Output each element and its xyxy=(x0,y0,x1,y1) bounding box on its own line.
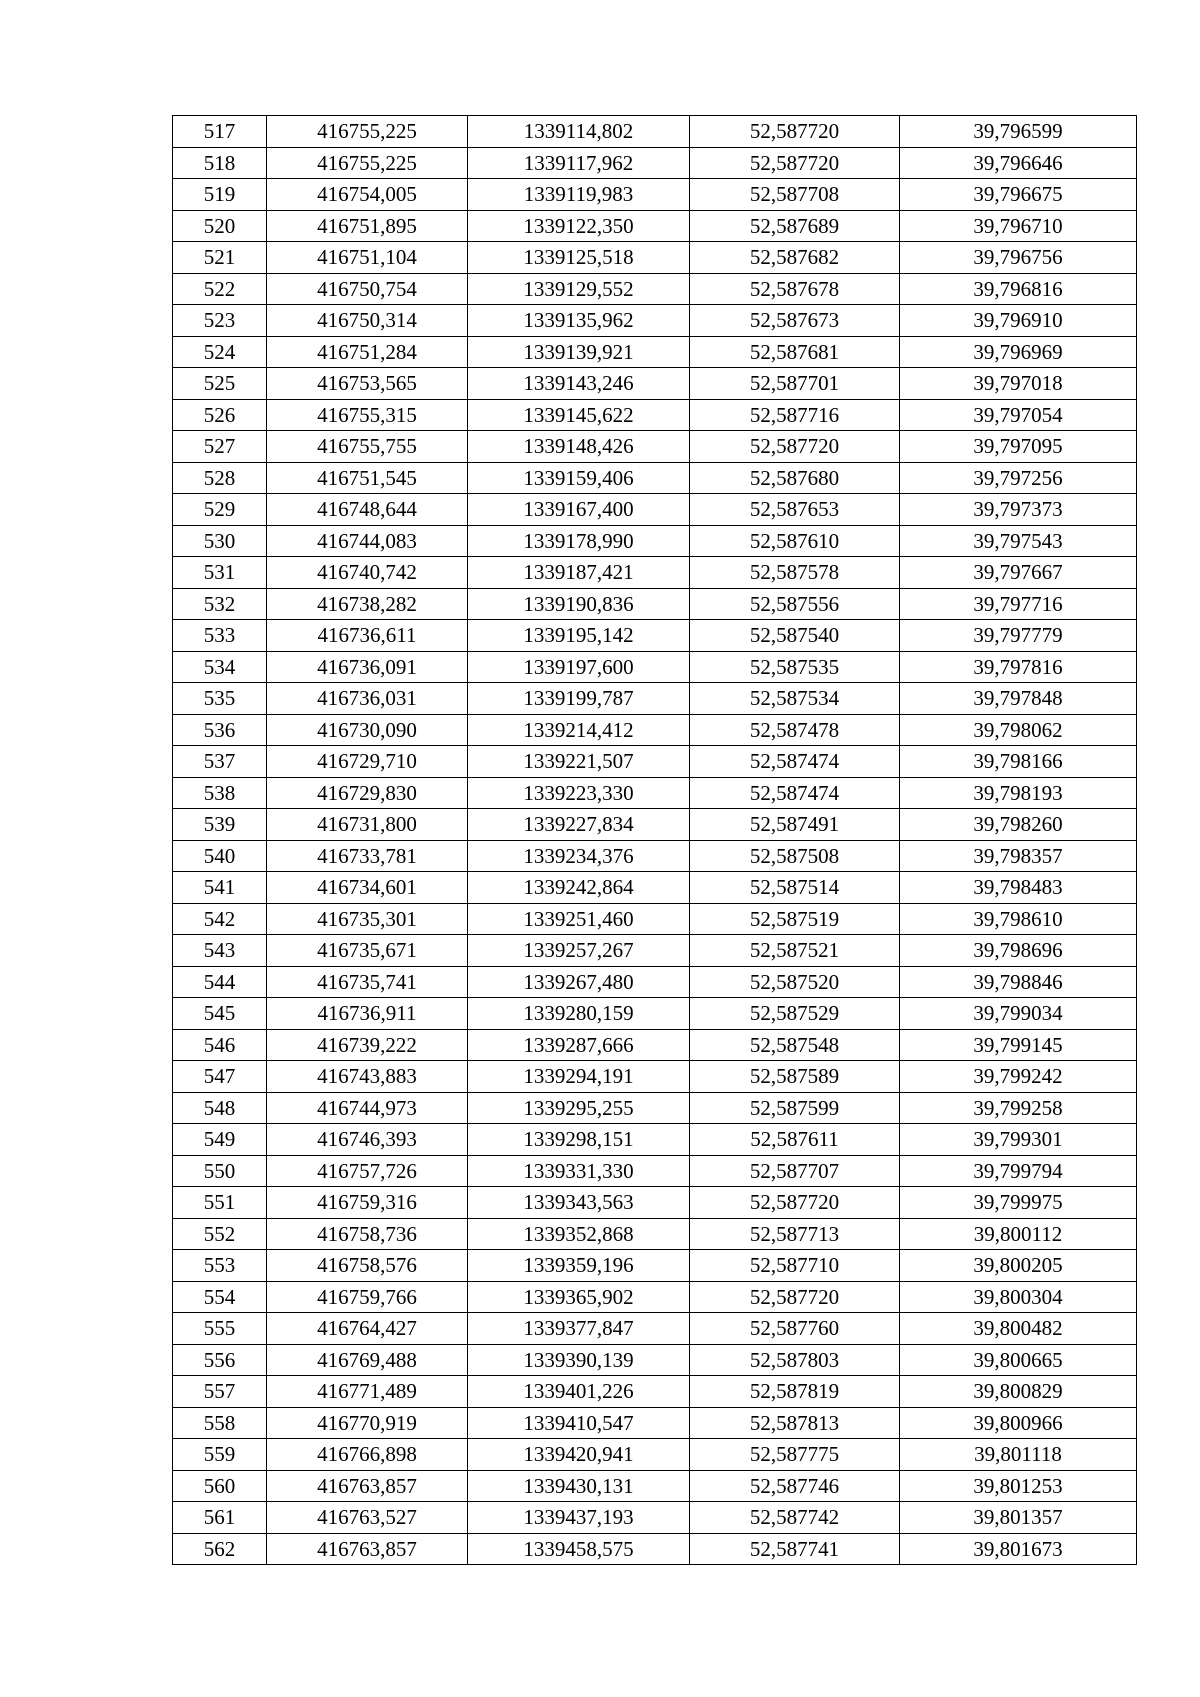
latitude-cell: 52,587720 xyxy=(690,1281,900,1313)
longitude-cell: 39,799301 xyxy=(900,1124,1137,1156)
longitude-cell: 39,800482 xyxy=(900,1313,1137,1345)
longitude-cell: 39,799794 xyxy=(900,1155,1137,1187)
longitude-cell: 39,801253 xyxy=(900,1470,1137,1502)
point-number-cell: 540 xyxy=(173,840,267,872)
latitude-cell: 52,587491 xyxy=(690,809,900,841)
latitude-cell: 52,587680 xyxy=(690,462,900,494)
point-number-cell: 522 xyxy=(173,273,267,305)
longitude-cell: 39,797018 xyxy=(900,368,1137,400)
point-number-cell: 553 xyxy=(173,1250,267,1282)
table-row xyxy=(173,116,1137,148)
x-coordinate-cell: 416754,005 xyxy=(267,179,468,211)
point-number-cell: 556 xyxy=(173,1344,267,1376)
latitude-cell: 52,587775 xyxy=(690,1439,900,1471)
table-row xyxy=(173,1407,1137,1439)
latitude-cell: 52,587720 xyxy=(690,147,900,179)
y-coordinate-cell: 1339280,159 xyxy=(468,998,690,1030)
point-number-cell: 544 xyxy=(173,966,267,998)
longitude-cell: 39,797816 xyxy=(900,651,1137,683)
point-number-cell: 539 xyxy=(173,809,267,841)
table-row xyxy=(173,179,1137,211)
x-coordinate-cell: 416766,898 xyxy=(267,1439,468,1471)
latitude-cell: 52,587720 xyxy=(690,431,900,463)
longitude-cell: 39,797373 xyxy=(900,494,1137,526)
y-coordinate-cell: 1339143,246 xyxy=(468,368,690,400)
longitude-cell: 39,800112 xyxy=(900,1218,1137,1250)
longitude-cell: 39,797256 xyxy=(900,462,1137,494)
table-row xyxy=(173,242,1137,274)
latitude-cell: 52,587701 xyxy=(690,368,900,400)
table-row xyxy=(173,903,1137,935)
x-coordinate-cell: 416740,742 xyxy=(267,557,468,589)
y-coordinate-cell: 1339114,802 xyxy=(468,116,690,148)
x-coordinate-cell: 416755,225 xyxy=(267,147,468,179)
point-number-cell: 534 xyxy=(173,651,267,683)
table-row xyxy=(173,1439,1137,1471)
point-number-cell: 520 xyxy=(173,210,267,242)
longitude-cell: 39,800304 xyxy=(900,1281,1137,1313)
table-row xyxy=(173,714,1137,746)
coordinates-table-body xyxy=(173,116,1137,1565)
point-number-cell: 536 xyxy=(173,714,267,746)
x-coordinate-cell: 416771,489 xyxy=(267,1376,468,1408)
x-coordinate-cell: 416770,919 xyxy=(267,1407,468,1439)
x-coordinate-cell: 416739,222 xyxy=(267,1029,468,1061)
longitude-cell: 39,796599 xyxy=(900,116,1137,148)
x-coordinate-cell: 416743,883 xyxy=(267,1061,468,1093)
table-row xyxy=(173,840,1137,872)
x-coordinate-cell: 416751,104 xyxy=(267,242,468,274)
longitude-cell: 39,799145 xyxy=(900,1029,1137,1061)
longitude-cell: 39,796675 xyxy=(900,179,1137,211)
latitude-cell: 52,587716 xyxy=(690,399,900,431)
table-row xyxy=(173,494,1137,526)
x-coordinate-cell: 416735,301 xyxy=(267,903,468,935)
table-row xyxy=(173,683,1137,715)
point-number-cell: 538 xyxy=(173,777,267,809)
x-coordinate-cell: 416751,545 xyxy=(267,462,468,494)
y-coordinate-cell: 1339135,962 xyxy=(468,305,690,337)
longitude-cell: 39,798696 xyxy=(900,935,1137,967)
latitude-cell: 52,587556 xyxy=(690,588,900,620)
table-row xyxy=(173,1313,1137,1345)
x-coordinate-cell: 416755,315 xyxy=(267,399,468,431)
y-coordinate-cell: 1339401,226 xyxy=(468,1376,690,1408)
table-row xyxy=(173,525,1137,557)
x-coordinate-cell: 416769,488 xyxy=(267,1344,468,1376)
table-row xyxy=(173,1470,1137,1502)
y-coordinate-cell: 1339190,836 xyxy=(468,588,690,620)
y-coordinate-cell: 1339234,376 xyxy=(468,840,690,872)
x-coordinate-cell: 416758,736 xyxy=(267,1218,468,1250)
latitude-cell: 52,587682 xyxy=(690,242,900,274)
point-number-cell: 519 xyxy=(173,179,267,211)
y-coordinate-cell: 1339145,622 xyxy=(468,399,690,431)
latitude-cell: 52,587534 xyxy=(690,683,900,715)
point-number-cell: 549 xyxy=(173,1124,267,1156)
point-number-cell: 533 xyxy=(173,620,267,652)
y-coordinate-cell: 1339125,518 xyxy=(468,242,690,274)
latitude-cell: 52,587708 xyxy=(690,179,900,211)
x-coordinate-cell: 416738,282 xyxy=(267,588,468,620)
table-row xyxy=(173,1376,1137,1408)
x-coordinate-cell: 416731,800 xyxy=(267,809,468,841)
table-row xyxy=(173,935,1137,967)
point-number-cell: 561 xyxy=(173,1502,267,1534)
latitude-cell: 52,587707 xyxy=(690,1155,900,1187)
x-coordinate-cell: 416734,601 xyxy=(267,872,468,904)
table-row xyxy=(173,1281,1137,1313)
point-number-cell: 548 xyxy=(173,1092,267,1124)
x-coordinate-cell: 416733,781 xyxy=(267,840,468,872)
y-coordinate-cell: 1339117,962 xyxy=(468,147,690,179)
x-coordinate-cell: 416755,225 xyxy=(267,116,468,148)
latitude-cell: 52,587653 xyxy=(690,494,900,526)
longitude-cell: 39,798166 xyxy=(900,746,1137,778)
y-coordinate-cell: 1339187,421 xyxy=(468,557,690,589)
y-coordinate-cell: 1339352,868 xyxy=(468,1218,690,1250)
table-row xyxy=(173,1250,1137,1282)
table-row xyxy=(173,588,1137,620)
latitude-cell: 52,587742 xyxy=(690,1502,900,1534)
longitude-cell: 39,801673 xyxy=(900,1533,1137,1565)
y-coordinate-cell: 1339227,834 xyxy=(468,809,690,841)
latitude-cell: 52,587741 xyxy=(690,1533,900,1565)
latitude-cell: 52,587813 xyxy=(690,1407,900,1439)
longitude-cell: 39,799975 xyxy=(900,1187,1137,1219)
table-row xyxy=(173,1029,1137,1061)
table-row xyxy=(173,336,1137,368)
x-coordinate-cell: 416759,766 xyxy=(267,1281,468,1313)
x-coordinate-cell: 416763,857 xyxy=(267,1470,468,1502)
point-number-cell: 554 xyxy=(173,1281,267,1313)
y-coordinate-cell: 1339295,255 xyxy=(468,1092,690,1124)
longitude-cell: 39,797543 xyxy=(900,525,1137,557)
y-coordinate-cell: 1339214,412 xyxy=(468,714,690,746)
table-row xyxy=(173,147,1137,179)
x-coordinate-cell: 416744,083 xyxy=(267,525,468,557)
point-number-cell: 525 xyxy=(173,368,267,400)
table-row xyxy=(173,399,1137,431)
point-number-cell: 559 xyxy=(173,1439,267,1471)
longitude-cell: 39,799258 xyxy=(900,1092,1137,1124)
point-number-cell: 532 xyxy=(173,588,267,620)
y-coordinate-cell: 1339287,666 xyxy=(468,1029,690,1061)
table-row xyxy=(173,1155,1137,1187)
longitude-cell: 39,797667 xyxy=(900,557,1137,589)
longitude-cell: 39,798062 xyxy=(900,714,1137,746)
latitude-cell: 52,587673 xyxy=(690,305,900,337)
longitude-cell: 39,801357 xyxy=(900,1502,1137,1534)
point-number-cell: 528 xyxy=(173,462,267,494)
point-number-cell: 530 xyxy=(173,525,267,557)
table-row xyxy=(173,557,1137,589)
y-coordinate-cell: 1339159,406 xyxy=(468,462,690,494)
latitude-cell: 52,587535 xyxy=(690,651,900,683)
point-number-cell: 531 xyxy=(173,557,267,589)
x-coordinate-cell: 416757,726 xyxy=(267,1155,468,1187)
longitude-cell: 39,799242 xyxy=(900,1061,1137,1093)
longitude-cell: 39,797779 xyxy=(900,620,1137,652)
x-coordinate-cell: 416753,565 xyxy=(267,368,468,400)
y-coordinate-cell: 1339359,196 xyxy=(468,1250,690,1282)
point-number-cell: 562 xyxy=(173,1533,267,1565)
y-coordinate-cell: 1339139,921 xyxy=(468,336,690,368)
y-coordinate-cell: 1339148,426 xyxy=(468,431,690,463)
point-number-cell: 523 xyxy=(173,305,267,337)
table-row xyxy=(173,966,1137,998)
y-coordinate-cell: 1339298,151 xyxy=(468,1124,690,1156)
table-row xyxy=(173,777,1137,809)
point-number-cell: 524 xyxy=(173,336,267,368)
y-coordinate-cell: 1339343,563 xyxy=(468,1187,690,1219)
table-row xyxy=(173,620,1137,652)
x-coordinate-cell: 416736,091 xyxy=(267,651,468,683)
point-number-cell: 551 xyxy=(173,1187,267,1219)
point-number-cell: 558 xyxy=(173,1407,267,1439)
latitude-cell: 52,587520 xyxy=(690,966,900,998)
y-coordinate-cell: 1339331,330 xyxy=(468,1155,690,1187)
latitude-cell: 52,587529 xyxy=(690,998,900,1030)
latitude-cell: 52,587611 xyxy=(690,1124,900,1156)
longitude-cell: 39,796710 xyxy=(900,210,1137,242)
longitude-cell: 39,797716 xyxy=(900,588,1137,620)
x-coordinate-cell: 416729,710 xyxy=(267,746,468,778)
table-row xyxy=(173,809,1137,841)
coordinates-table xyxy=(172,115,1137,1565)
latitude-cell: 52,587474 xyxy=(690,746,900,778)
point-number-cell: 552 xyxy=(173,1218,267,1250)
latitude-cell: 52,587514 xyxy=(690,872,900,904)
latitude-cell: 52,587678 xyxy=(690,273,900,305)
latitude-cell: 52,587521 xyxy=(690,935,900,967)
point-number-cell: 537 xyxy=(173,746,267,778)
y-coordinate-cell: 1339377,847 xyxy=(468,1313,690,1345)
longitude-cell: 39,798610 xyxy=(900,903,1137,935)
point-number-cell: 542 xyxy=(173,903,267,935)
longitude-cell: 39,801118 xyxy=(900,1439,1137,1471)
y-coordinate-cell: 1339195,142 xyxy=(468,620,690,652)
x-coordinate-cell: 416750,314 xyxy=(267,305,468,337)
latitude-cell: 52,587508 xyxy=(690,840,900,872)
table-row xyxy=(173,1502,1137,1534)
latitude-cell: 52,587589 xyxy=(690,1061,900,1093)
y-coordinate-cell: 1339458,575 xyxy=(468,1533,690,1565)
x-coordinate-cell: 416764,427 xyxy=(267,1313,468,1345)
longitude-cell: 39,796646 xyxy=(900,147,1137,179)
table-row xyxy=(173,431,1137,463)
x-coordinate-cell: 416736,031 xyxy=(267,683,468,715)
longitude-cell: 39,800966 xyxy=(900,1407,1137,1439)
point-number-cell: 547 xyxy=(173,1061,267,1093)
y-coordinate-cell: 1339267,480 xyxy=(468,966,690,998)
latitude-cell: 52,587720 xyxy=(690,116,900,148)
point-number-cell: 535 xyxy=(173,683,267,715)
y-coordinate-cell: 1339242,864 xyxy=(468,872,690,904)
y-coordinate-cell: 1339251,460 xyxy=(468,903,690,935)
table-row xyxy=(173,1218,1137,1250)
latitude-cell: 52,587540 xyxy=(690,620,900,652)
x-coordinate-cell: 416735,741 xyxy=(267,966,468,998)
point-number-cell: 526 xyxy=(173,399,267,431)
table-row xyxy=(173,1344,1137,1376)
latitude-cell: 52,587803 xyxy=(690,1344,900,1376)
y-coordinate-cell: 1339221,507 xyxy=(468,746,690,778)
latitude-cell: 52,587548 xyxy=(690,1029,900,1061)
point-number-cell: 546 xyxy=(173,1029,267,1061)
longitude-cell: 39,797095 xyxy=(900,431,1137,463)
point-number-cell: 545 xyxy=(173,998,267,1030)
x-coordinate-cell: 416736,911 xyxy=(267,998,468,1030)
table-row xyxy=(173,872,1137,904)
table-row xyxy=(173,1187,1137,1219)
y-coordinate-cell: 1339437,193 xyxy=(468,1502,690,1534)
y-coordinate-cell: 1339167,400 xyxy=(468,494,690,526)
point-number-cell: 517 xyxy=(173,116,267,148)
latitude-cell: 52,587681 xyxy=(690,336,900,368)
latitude-cell: 52,587478 xyxy=(690,714,900,746)
x-coordinate-cell: 416755,755 xyxy=(267,431,468,463)
y-coordinate-cell: 1339410,547 xyxy=(468,1407,690,1439)
latitude-cell: 52,587610 xyxy=(690,525,900,557)
y-coordinate-cell: 1339119,983 xyxy=(468,179,690,211)
y-coordinate-cell: 1339178,990 xyxy=(468,525,690,557)
table-row xyxy=(173,746,1137,778)
x-coordinate-cell: 416758,576 xyxy=(267,1250,468,1282)
latitude-cell: 52,587599 xyxy=(690,1092,900,1124)
table-row xyxy=(173,210,1137,242)
y-coordinate-cell: 1339294,191 xyxy=(468,1061,690,1093)
point-number-cell: 541 xyxy=(173,872,267,904)
point-number-cell: 560 xyxy=(173,1470,267,1502)
longitude-cell: 39,797054 xyxy=(900,399,1137,431)
longitude-cell: 39,796816 xyxy=(900,273,1137,305)
point-number-cell: 557 xyxy=(173,1376,267,1408)
latitude-cell: 52,587819 xyxy=(690,1376,900,1408)
table-row xyxy=(173,305,1137,337)
longitude-cell: 39,798483 xyxy=(900,872,1137,904)
longitude-cell: 39,800829 xyxy=(900,1376,1137,1408)
table-row xyxy=(173,462,1137,494)
x-coordinate-cell: 416735,671 xyxy=(267,935,468,967)
table-row xyxy=(173,368,1137,400)
longitude-cell: 39,796969 xyxy=(900,336,1137,368)
y-coordinate-cell: 1339365,902 xyxy=(468,1281,690,1313)
table-row xyxy=(173,651,1137,683)
latitude-cell: 52,587519 xyxy=(690,903,900,935)
y-coordinate-cell: 1339122,350 xyxy=(468,210,690,242)
y-coordinate-cell: 1339199,787 xyxy=(468,683,690,715)
longitude-cell: 39,798260 xyxy=(900,809,1137,841)
latitude-cell: 52,587713 xyxy=(690,1218,900,1250)
table-row xyxy=(173,998,1137,1030)
point-number-cell: 550 xyxy=(173,1155,267,1187)
latitude-cell: 52,587578 xyxy=(690,557,900,589)
table-row xyxy=(173,1124,1137,1156)
x-coordinate-cell: 416729,830 xyxy=(267,777,468,809)
x-coordinate-cell: 416748,644 xyxy=(267,494,468,526)
y-coordinate-cell: 1339197,600 xyxy=(468,651,690,683)
x-coordinate-cell: 416763,857 xyxy=(267,1533,468,1565)
latitude-cell: 52,587689 xyxy=(690,210,900,242)
y-coordinate-cell: 1339129,552 xyxy=(468,273,690,305)
latitude-cell: 52,587746 xyxy=(690,1470,900,1502)
longitude-cell: 39,799034 xyxy=(900,998,1137,1030)
table-row xyxy=(173,1092,1137,1124)
point-number-cell: 529 xyxy=(173,494,267,526)
point-number-cell: 527 xyxy=(173,431,267,463)
longitude-cell: 39,796910 xyxy=(900,305,1137,337)
y-coordinate-cell: 1339223,330 xyxy=(468,777,690,809)
latitude-cell: 52,587474 xyxy=(690,777,900,809)
x-coordinate-cell: 416730,090 xyxy=(267,714,468,746)
longitude-cell: 39,798357 xyxy=(900,840,1137,872)
point-number-cell: 521 xyxy=(173,242,267,274)
x-coordinate-cell: 416759,316 xyxy=(267,1187,468,1219)
longitude-cell: 39,800665 xyxy=(900,1344,1137,1376)
y-coordinate-cell: 1339390,139 xyxy=(468,1344,690,1376)
x-coordinate-cell: 416746,393 xyxy=(267,1124,468,1156)
y-coordinate-cell: 1339420,941 xyxy=(468,1439,690,1471)
latitude-cell: 52,587760 xyxy=(690,1313,900,1345)
table-row xyxy=(173,1061,1137,1093)
latitude-cell: 52,587710 xyxy=(690,1250,900,1282)
longitude-cell: 39,797848 xyxy=(900,683,1137,715)
x-coordinate-cell: 416751,284 xyxy=(267,336,468,368)
table-row xyxy=(173,1533,1137,1565)
longitude-cell: 39,796756 xyxy=(900,242,1137,274)
y-coordinate-cell: 1339257,267 xyxy=(468,935,690,967)
longitude-cell: 39,800205 xyxy=(900,1250,1137,1282)
x-coordinate-cell: 416750,754 xyxy=(267,273,468,305)
longitude-cell: 39,798846 xyxy=(900,966,1137,998)
point-number-cell: 518 xyxy=(173,147,267,179)
x-coordinate-cell: 416736,611 xyxy=(267,620,468,652)
y-coordinate-cell: 1339430,131 xyxy=(468,1470,690,1502)
point-number-cell: 543 xyxy=(173,935,267,967)
x-coordinate-cell: 416763,527 xyxy=(267,1502,468,1534)
longitude-cell: 39,798193 xyxy=(900,777,1137,809)
table-row xyxy=(173,273,1137,305)
point-number-cell: 555 xyxy=(173,1313,267,1345)
x-coordinate-cell: 416744,973 xyxy=(267,1092,468,1124)
x-coordinate-cell: 416751,895 xyxy=(267,210,468,242)
latitude-cell: 52,587720 xyxy=(690,1187,900,1219)
